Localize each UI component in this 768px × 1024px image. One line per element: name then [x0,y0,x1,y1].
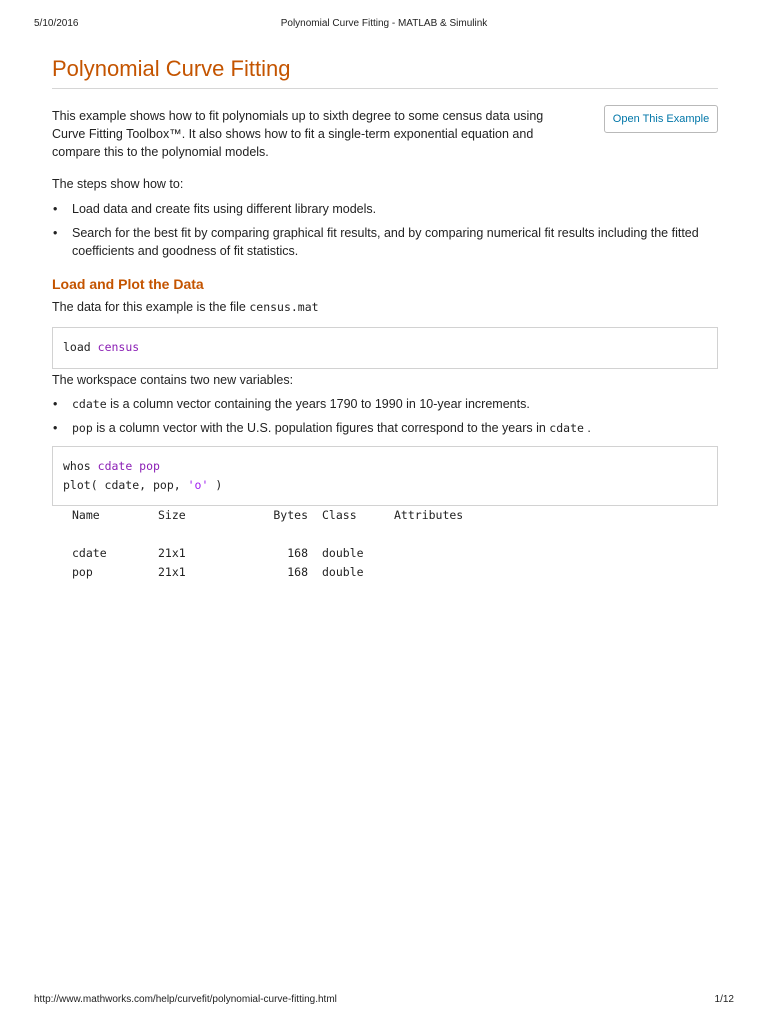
section-heading-load: Load and Plot the Data [52,276,204,292]
col-header-bytes: Bytes [273,508,308,522]
col-header-attributes: Attributes [394,508,464,522]
steps-intro: The steps show how to: [52,177,184,191]
list-item: • Search for the best fit by comparing graphical fit results, and by comparing numerical fit results including the fitted coefficients and goodness of fit statistics. [53,226,699,258]
print-header [34,18,734,32]
bullet-icon: • [53,226,58,240]
list-item: • Load data and create fits using different library models. [53,202,377,216]
print-footer [34,994,734,1008]
code-line: whos cdate pop [63,459,160,473]
print-page-title: Polynomial Curve Fitting - MATLAB & Simulink [280,18,488,29]
table-row: pop 21x1 168 double [72,565,364,579]
col-header-class: Class [322,508,357,522]
table-row: cdate 21x1 168 double [72,546,364,560]
steps-list [52,200,718,260]
col-header-name: Name [72,508,100,522]
page-title: Polynomial Curve Fitting [52,56,718,89]
col-header-size: Size [158,508,186,522]
code-block-plot[interactable] [52,446,718,506]
list-item: • cdate is a column vector containing the years 1790 to 1990 in 10-year increments. [53,397,530,411]
data-file-name: census.mat [249,300,319,314]
table-header-row [72,506,463,525]
bullet-icon: • [53,397,58,411]
intro-section [52,107,718,161]
open-example-button[interactable]: Open This Example [604,105,718,133]
table-spacer-row [72,525,463,544]
data-file-text: The data for this example is the file census.mat [52,300,319,314]
variables-list [52,395,718,437]
code-line: plot( cdate, pop, 'o' ) [63,478,223,492]
whos-output-table [72,506,463,582]
page-number: 1/12 [714,994,734,1005]
workspace-text: The workspace contains two new variables: [52,373,294,387]
main-content [52,56,718,582]
bullet-icon: • [53,202,58,216]
print-date: 5/10/2016 [34,18,79,29]
intro-text: This example shows how to fit polynomials up to sixth degree to some census data using Curve Fitting Toolbox™. It also shows how to fit a single-term exponential equation and compare this to the polynomial models. [52,109,544,159]
code-line: load census [63,340,140,354]
list-item: • pop is a column vector with the U.S. population figures that correspond to the years in cdate . [53,421,591,435]
code-block-load[interactable] [52,327,718,369]
print-url: http://www.mathworks.com/help/curvefit/polynomial-curve-fitting.html [34,994,337,1005]
bullet-icon: • [53,421,58,435]
